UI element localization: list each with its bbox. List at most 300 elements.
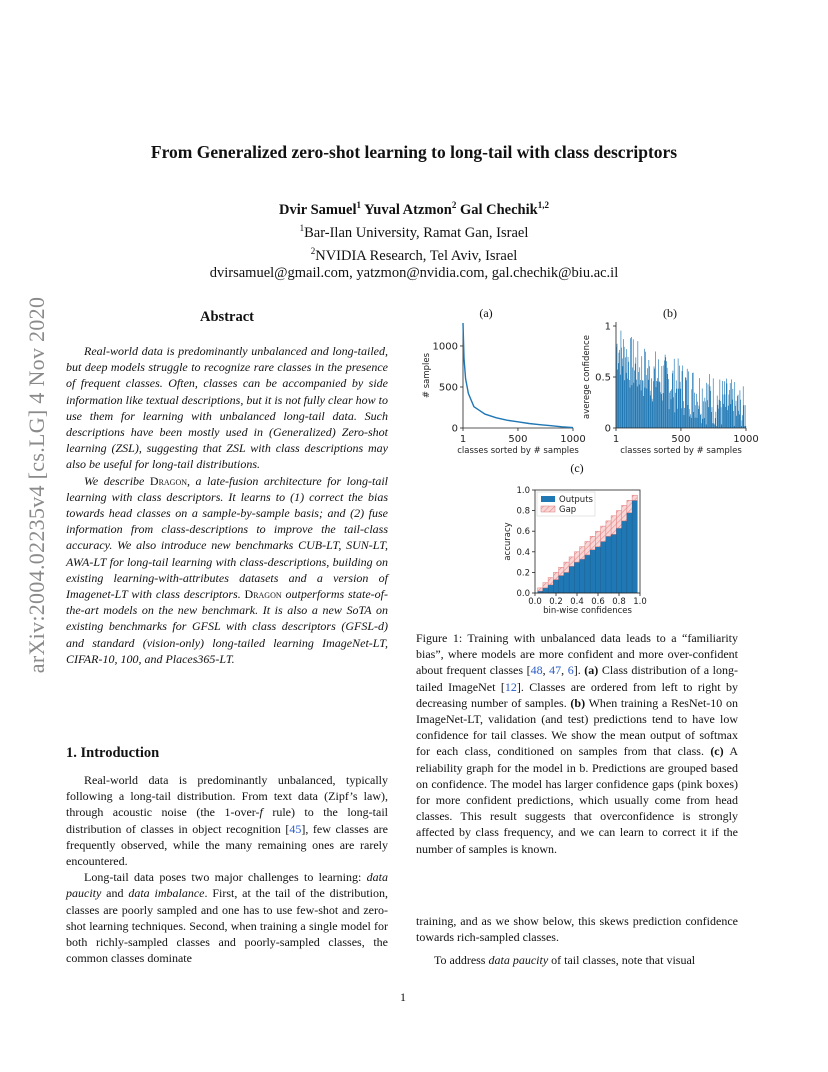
y-tick-label: 0 [451,423,458,435]
outputs-bar [595,547,600,593]
confidence-bar [644,349,645,428]
confidence-bar [680,389,681,428]
confidence-bar [716,412,717,428]
outputs-bar [564,572,569,593]
confidence-bar [638,372,639,428]
paper-title: From Generalized zero-shot learning to long-tail with class descriptors [150,142,678,162]
author-3: Gal Chechik [459,201,538,218]
confidence-bar [653,381,654,428]
confidence-bar [624,347,625,428]
confidence-bar [689,409,690,428]
gap-bar [611,516,616,535]
confidence-bar [684,415,685,428]
confidence-bar [703,401,704,428]
outputs-bar [622,521,627,593]
confidence-bar [718,405,719,428]
x-tick-label: 0.2 [549,597,563,607]
x-tick-label: 1.0 [633,597,647,607]
gap-bar [632,495,637,500]
confidence-bar [708,407,709,428]
legend [537,492,595,516]
legend-swatch-gap [541,506,555,512]
y-tick-label: 0.2 [516,568,530,579]
confidence-bar [665,357,666,428]
confidence-bar [740,400,741,428]
confidence-bar [694,393,695,428]
confidence-bar [695,418,696,428]
confidence-bar [619,353,620,428]
confidence-bar [733,389,734,428]
confidence-bar [664,361,665,429]
confidence-bar [706,425,707,429]
confidence-bar [679,366,680,428]
confidence-bar [743,386,744,428]
confidence-bar [622,358,623,428]
confidence-bar [637,386,638,428]
author-2: Yuval Atzmon [364,201,452,218]
confidence-bar [710,391,711,428]
y-axis-label: # samples [422,352,432,399]
confidence-bar [721,424,722,428]
confidence-bar [714,423,715,428]
confidence-bar [701,423,702,428]
confidence-bar [641,390,642,428]
confidence-bar [668,379,669,428]
confidence-bar [710,386,711,428]
x-axis-label: classes sorted by # samples [620,446,742,456]
confidence-bar [715,418,716,428]
gap-bar [580,547,585,559]
confidence-bar [725,407,726,428]
confidence-bar [625,380,626,428]
confidence-bar [742,420,743,428]
confidence-bar [639,367,640,428]
confidence-bar [658,359,659,428]
x-tick-label: 500 [508,434,528,445]
panel-a-label: (a) [479,306,493,320]
confidence-bar [742,415,743,428]
confidence-bar [666,361,667,428]
confidence-bar [731,379,732,428]
confidence-bar [734,382,735,428]
confidence-bar [629,380,630,428]
right-paragraph-1: training, and as we show below, this skews prediction confidence towards rich-sampled classes. [416,914,738,945]
confidence-bar [683,401,684,428]
confidence-bar [627,379,628,428]
y-tick-label: 500 [438,382,458,394]
confidence-bar [702,389,703,429]
confidence-bar [681,408,682,428]
confidence-bar [705,398,706,428]
arxiv-sidebar [22,290,52,680]
confidence-bar [667,374,668,428]
confidence-bar [626,373,627,428]
confidence-bar [665,355,666,428]
confidence-bar [737,396,738,428]
x-tick-label: 0.0 [528,597,542,607]
confidence-bar [704,418,705,428]
confidence-bar [675,393,676,428]
confidence-bar [723,404,724,428]
outputs-bar [580,559,585,593]
gap-bar [601,526,606,541]
confidence-bar [676,380,677,428]
confidence-bar [628,362,629,428]
x-tick-label: 1 [612,434,620,445]
confidence-bar [621,348,622,428]
confidence-bar [711,412,712,428]
confidence-bar [731,404,732,428]
confidence-bar [735,406,736,428]
intro-heading: 1. Introduction [66,745,160,761]
confidence-bar [617,344,618,428]
outputs-bar [616,528,621,593]
confidence-bar [672,373,673,428]
confidence-bar [656,381,657,428]
confidence-bar [632,368,633,429]
chart-b [582,322,759,457]
confidence-bar [736,416,737,428]
panel-b-label: (b) [663,306,677,320]
confidence-bar [719,400,720,428]
legend-swatch-outputs [541,496,555,502]
gap-bar [543,583,548,588]
y-tick-label: 0 [604,423,611,435]
confidence-bar [654,366,655,428]
confidence-bar [628,357,629,428]
outputs-bar [632,500,637,593]
confidence-bar [692,389,693,428]
figure-1 [410,300,770,622]
figure-caption: Figure 1: Training with unbalanced data leads to a “familiarity bias”, where models are more confident and more over-confident about frequent classes [48, 47, 6]. (a) Class distribution of a long-tailed ImageNet [12]. Classes are ordered from left to right by decreasing number of samples. (b) When training a ResNet-10 on ImageNet-LT, validation (and test) predictions tend to have low confidence for tail classes. We show the mean output of softmax for each class, conditioned on samples from that class. (c) A reliability graph for the model in b. Predictions are grouped based on confidence. The model has larger confidence gaps (pink boxes) for more confident predictions, which usually come from head classes. This result suggests that overconfidence is strongly affected by class frequency, and we can learn to correct it if the number of samples is known. [416,631,739,856]
x-tick-label: 500 [671,434,691,445]
outputs-bar [627,513,632,593]
confidence-bar [679,389,680,428]
confidence-bar [620,375,621,428]
confidence-bar [669,409,670,428]
confidence-bar [647,389,648,429]
confidence-bar [677,389,678,428]
y-tick-label: 1000 [432,341,458,353]
confidence-bar [693,373,694,428]
confidence-bar [712,423,713,428]
x-tick-label: 1 [459,434,467,445]
abstract-paragraph-1: Real-world data is predominantly unbalanced and long-tailed, but deep models struggle to recognize rare classes in the presence of frequent classes. Often, classes can be accompanied by side information like textual descriptions, but it is not fully clear how to use them for learning with unbalanced long-tail data. Such descriptions have been mostly used in (Generalized) Zero-shot learning (ZSL), suggesting that ZSL with class descriptions may also be useful for long-tail distributions. [66,344,388,472]
confidence-bar [699,406,700,428]
y-tick-label: 0.8 [516,506,530,517]
confidence-bar [712,407,713,428]
outputs-bar [559,576,564,594]
confidence-bar [646,375,647,428]
author-block [0,196,828,282]
y-tick-label: 0.6 [516,527,530,538]
confidence-bar [682,371,683,428]
confidence-bar [640,380,641,428]
confidence-bar [662,401,663,429]
confidence-bar [697,402,698,428]
gap-bar [559,567,564,575]
confidence-bar [657,378,658,428]
confidence-bar [656,387,657,428]
confidence-bar [744,405,745,428]
confidence-bar [663,393,664,428]
confidence-bar [697,418,698,428]
confidence-bar [675,412,676,428]
x-tick-label: 1000 [733,434,759,445]
gap-bar [590,536,595,549]
author-names: Dvir Samuel$^1$ Yuval Atzmon$^2$ Gal Chechik$^{1,2}$ [279,200,549,218]
confidence-bar [651,378,652,428]
series-line [463,323,573,428]
confidence-bar [631,337,632,428]
confidence-bar [673,397,674,428]
x-axis-label: bin-wise confidences [543,606,632,616]
confidence-bar [687,369,688,428]
confidence-bar [662,366,663,428]
confidence-bar [725,394,726,428]
confidence-bar [703,419,704,428]
confidence-bar [650,395,651,428]
confidence-bar [720,401,721,428]
confidence-bar [633,339,634,428]
author-emails: dvirsamuel@gmail.com, yatzmon@nvidia.com, gal.chechik@biu.ac.il [209,265,619,282]
confidence-bar [630,338,631,428]
confidence-bar [717,396,718,428]
confidence-bar [701,414,702,428]
confidence-bar [649,366,650,428]
outputs-bar [574,562,579,593]
confidence-bar [720,380,721,429]
confidence-bar [651,391,652,428]
confidence-bar [698,409,699,428]
confidence-bar [690,417,691,429]
confidence-bar [706,383,707,428]
author-1: Dvir Samuel [279,201,357,218]
confidence-bar [678,359,679,429]
confidence-bar [728,406,729,428]
confidence-bar [727,383,728,428]
confidence-bar [647,368,648,428]
confidence-bar [654,369,655,428]
y-tick-label: 0.5 [595,372,611,384]
confidence-bar [649,360,650,428]
confidence-bar [738,411,739,428]
confidence-bar [680,382,681,428]
confidence-bar [671,389,672,428]
legend-label-gap: Gap [559,505,577,515]
abstract-paragraph-2: We describe Dragon, a late-fusion architecture for long-tail learning with class descriptors. It learns to (1) correct the bias towards head classes on a sample-by-sample basis; and (2) fuse information from class-descriptions to improve the tail-class accuracy. We also introduce new benchmarks CUB-LT, SUN-LT, AWA-LT for long-tail learning with class-descriptions, building on existing learning-with-attributes datasets and a version of Imagenet-LT with class descriptors. Dragon outperforms state-of-the-art models on the new benchmark. It is also a new SoTA on existing benchmarks for GFSL with class descriptors (GFSL-d) and standard (vision-only) long-tailed learning ImageNet-LT, CIFAR-10, 100, and Places365-LT. [66,473,389,666]
citation-link[interactable]: 45 [289,821,302,836]
confidence-bar [639,385,640,429]
right-column-body [416,913,738,969]
gap-bar [569,557,574,566]
confidence-bar [714,425,715,429]
x-tick-label: 0.6 [591,597,605,607]
panel-c-label: (c) [570,461,584,475]
outputs-bar [611,534,616,593]
confidence-bar [688,372,689,429]
gap-bar [622,505,627,521]
confidence-bar [674,359,675,428]
citation-link[interactable]: 12 [504,679,517,694]
confidence-bar [718,409,719,428]
confidence-bar [642,380,643,428]
confidence-bar [700,415,701,428]
confidence-bar [658,382,659,429]
confidence-bar [724,381,725,428]
chart-a [422,323,586,456]
confidence-bar [707,400,708,428]
confidence-bar [636,357,637,428]
confidence-bar [625,357,626,428]
confidence-bar [632,385,633,428]
confidence-bar [709,374,710,428]
outputs-bar [606,536,611,593]
chart-c [503,486,647,616]
confidence-bar [708,384,709,428]
gap-bar [595,531,600,547]
outputs-bar [585,555,590,593]
confidence-bar [623,339,624,428]
y-tick-label: 1 [604,321,611,333]
confidence-bar [671,399,672,428]
y-tick-label: 0.4 [516,547,530,558]
confidence-bar [652,399,653,428]
confidence-bar [661,394,662,428]
affiliation-2: $^2$NVIDIA Research, Tel Aviv, Israel [310,245,518,264]
confidence-bar [740,390,741,428]
confidence-bar [699,378,700,428]
confidence-bar [638,341,639,428]
confidence-bar [677,409,678,428]
abstract-heading: Abstract [200,309,254,325]
confidence-bar [705,402,706,429]
confidence-bar [645,352,646,428]
confidence-bar [655,352,656,429]
confidence-bar [686,378,687,428]
confidence-bar [634,383,635,428]
outputs-bar [548,585,553,593]
confidence-bar [727,410,728,428]
confidence-bar [685,377,686,428]
affiliation-1: $^1$Bar-Ilan University, Ramat Gan, Israel [299,222,529,241]
confidence-bar [723,395,724,429]
confidence-bar [623,366,624,428]
y-axis-label: accuracy [503,522,513,561]
y-axis-label: averege confidence [582,335,592,419]
gap-bar [538,588,543,591]
confidence-bar [692,373,693,428]
confidence-bar [682,366,683,429]
citation-link[interactable]: 6 [567,663,574,678]
confidence-bar [636,380,637,428]
confidence-bar [729,390,730,428]
gap-bar [616,511,621,528]
confidence-bar [618,363,619,428]
confidence-bar [745,405,746,428]
confidence-bar [664,365,665,428]
x-tick-label: 0.8 [612,597,626,607]
confidence-bar [643,396,644,428]
confidence-bar [726,379,727,428]
citation-link[interactable]: 48 [530,663,543,678]
confidence-bar [621,331,622,428]
gap-bar [553,572,558,579]
confidence-bar [660,382,661,428]
gap-bar [606,521,611,536]
outputs-bar [569,566,574,593]
outputs-bar [553,580,558,593]
outputs-bar [543,588,548,593]
confidence-bar [619,350,620,428]
confidence-bar [722,381,723,428]
confidence-bar [635,364,636,428]
arxiv-id: arXiv:2004.02235v4 [cs.LG] 4 Nov 2020 [24,296,49,674]
confidence-bar [688,405,689,428]
confidence-bar [690,414,691,428]
confidence-bar [732,400,733,428]
abstract-body [66,343,388,667]
confidence-bar [713,378,714,428]
right-paragraph-2: To address data paucity of tail classes, note that visual [434,953,696,968]
confidence-bar [729,395,730,429]
confidence-bar [691,418,692,428]
confidence-bar [652,401,653,428]
confidence-bar [696,394,697,428]
gap-bar [548,578,553,585]
confidence-bar [659,381,660,428]
intro-paragraph-1: Real-world data is predominantly unbalanced, typically following a long-tail distribution. From text data (Zipf’s law), through acoustic noise (the 1-over-f rule) to the long-tail distribution of classes in object recognition [45], few classes are frequently observed, while the many remaining ones are rarely encountered. [66,773,388,869]
confidence-bar [739,415,740,429]
y-tick-label: 1.0 [516,486,530,496]
gap-bar [627,500,632,512]
confidence-bar [641,356,642,428]
confidence-bar [630,388,631,428]
confidence-bar [730,383,731,428]
intro-body [66,772,388,966]
confidence-bar [643,381,644,428]
confidence-bar [673,371,674,428]
x-axis-label: classes sorted by # samples [457,446,579,456]
confidence-bar [684,408,685,428]
confidence-bar [626,349,627,428]
gap-bar [585,542,590,555]
confidence-bar [667,368,668,428]
confidence-bar [721,407,722,428]
x-tick-label: 0.4 [570,597,584,607]
citation-link[interactable]: 47 [549,663,562,678]
confidence-bar [670,391,671,428]
confidence-bar [617,370,618,429]
confidence-bar [738,395,739,428]
gap-bar [574,552,579,562]
outputs-bar [601,542,606,594]
confidence-bar [686,380,687,428]
x-tick-label: 1000 [560,434,586,445]
outputs-bar [590,550,595,593]
confidence-bar [695,405,696,428]
confidence-bar [660,392,661,428]
confidence-bar [648,380,649,428]
gap-bar [564,562,569,572]
confidence-bar [645,388,646,428]
intro-paragraph-2: Long-tail data poses two major challenges to learning: data paucity and data imbalance. First, at the tail of the distribution, classes are poorly sampled and one has to use few-shot and zero-shot learning techniques. Second, when training a single model for both richly-sampled classes and poorly-sampled classes, the common classes dominate [66,870,388,966]
confidence-bar [693,412,694,428]
confidence-bar [733,411,734,428]
confidence-bar [669,393,670,428]
confidence-bar [634,370,635,428]
confidence-bar [736,401,737,428]
